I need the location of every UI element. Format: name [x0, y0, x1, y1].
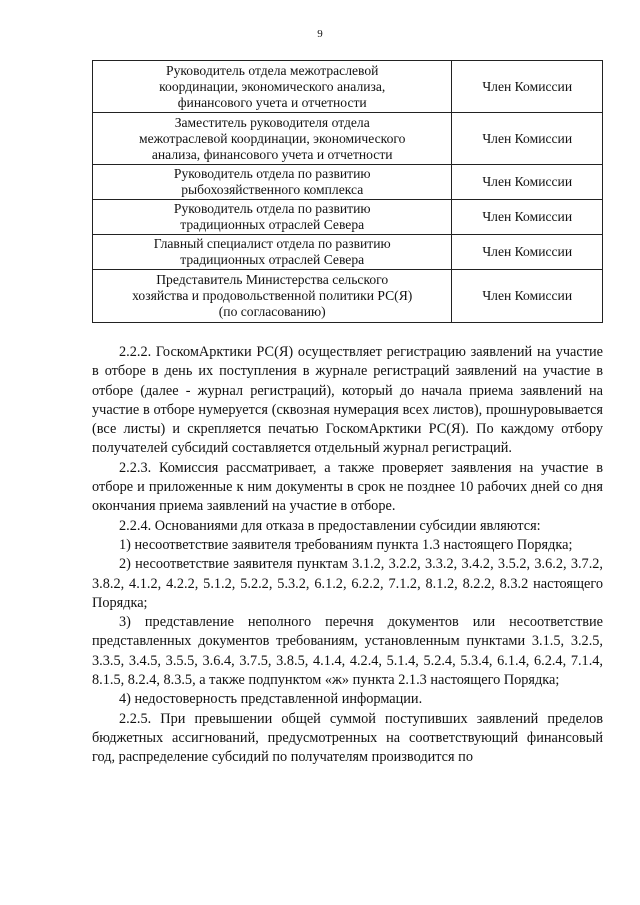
position-cell: [93, 61, 452, 113]
commission-members-table: [92, 60, 603, 323]
table-row: [93, 113, 603, 165]
table-row: [93, 235, 603, 270]
role-cell: Член Комиссии: [452, 200, 603, 235]
body-text: [92, 343, 603, 768]
list-item: 4) недостоверность представленной информации.: [119, 691, 423, 708]
list-item: 3) представление неполного перечня документов или несоответствие представленных документов требованиям, установленным пунктами 3.1.5, 3.2.5, 3.3.5, 3.4.5, 3.5.5, 3.6.4, 3.7.5, 3.8.5, 4.1.4, 4.2.4, 5.1.4, 5.2.4, 5.3.4, 6.1.4, 6.2.4, 7.1.4, 8.1.5, 8.2.4, 8.3.5, а также подпунктом «ж» пункта 2.1.3 настоящего Порядка;: [92, 614, 603, 689]
role-cell: Член Комиссии: [452, 270, 603, 323]
position-cell: [93, 235, 452, 270]
position-line: рыбохозяйственного комплекса: [181, 182, 364, 197]
position-line: межотраслевой координации, экономического: [139, 130, 406, 146]
position-line: анализа, финансового учета и отчетности: [151, 146, 393, 162]
table-row: [93, 165, 603, 200]
position-line: Представитель Министерства сельского: [156, 272, 389, 287]
role-cell: Член Комиссии: [452, 61, 603, 113]
position-cell: [93, 113, 452, 165]
position-line: Главный специалист отдела по развитию: [153, 236, 391, 251]
list-item: 2) несоответствие заявителя пунктам 3.1.2, 3.2.2, 3.3.2, 3.4.2, 3.5.2, 3.6.2, 3.7.2, 3.8.2, 4.1.2, 4.2.2, 5.1.2, 5.2.2, 5.3.2, 6.1.2, 6.2.2, 7.1.2, 8.1.2, 8.2.2, 8.3.2 настоящего Порядка;: [92, 556, 603, 611]
table-row: [93, 61, 603, 113]
paragraph-2-2-4: 2.2.4. Основаниями для отказа в предоставлении субсидии являются:: [119, 517, 541, 534]
position-cell: [93, 270, 452, 323]
role-cell: Член Комиссии: [452, 165, 603, 200]
position-line: Руководитель отдела межотраслевой: [166, 62, 379, 78]
position-line: Руководитель отдела по развитию: [173, 201, 371, 216]
position-line: традиционных отраслей Севера: [180, 217, 365, 232]
role-cell: Член Комиссии: [452, 235, 603, 270]
position-line: хозяйства и продовольственной политики РС(Я): [132, 288, 413, 303]
paragraph-2-2-5: 2.2.5. При превышении общей суммой поступивших заявлений пределов бюджетных ассигнований, предусмотренных на соответствующий финансовый год, распределение субсидий по получателям производится по: [92, 710, 603, 766]
position-line: финансового учета и отчетности: [177, 94, 367, 110]
position-line: традиционных отраслей Севера: [180, 252, 365, 267]
table-row: [93, 270, 603, 323]
position-cell: [93, 200, 452, 235]
paragraph-2-2-2: 2.2.2. ГоскомАрктики РС(Я) осуществляет регистрацию заявлений на участие в отборе в день их поступления в журнале регистраций заявлений на участие в отборе (далее - журнал регистраций), который до начала приема заявлений на участие в отборе нумеруется (сквозная нумерация всех листов), прошнуровывается (все листы) и скрепляется печатью ГоскомАрктики РС(Я). По каждому отбору получателей субсидий составляется отдельный журнал регистраций.: [92, 344, 603, 457]
position-line: координации, экономического анализа,: [159, 78, 386, 94]
page-number: 9: [317, 28, 323, 40]
position-line: (по согласованию): [218, 304, 326, 319]
position-line: Руководитель отдела по развитию: [173, 166, 371, 181]
position-cell: [93, 165, 452, 200]
position-line: Заместитель руководителя отдела: [174, 114, 370, 130]
list-item: 1) несоответствие заявителя требованиям пункта 1.3 настоящего Порядка;: [119, 536, 573, 553]
paragraph-2-2-3: 2.2.3. Комиссия рассматривает, а также проверяет заявления на участие в отборе и приложенные к ним документы в срок не позднее 10 рабочих дней со дня окончания приема заявлений на участие в отборе.: [92, 459, 603, 515]
table-row: [93, 200, 603, 235]
role-cell: Член Комиссии: [452, 113, 603, 165]
